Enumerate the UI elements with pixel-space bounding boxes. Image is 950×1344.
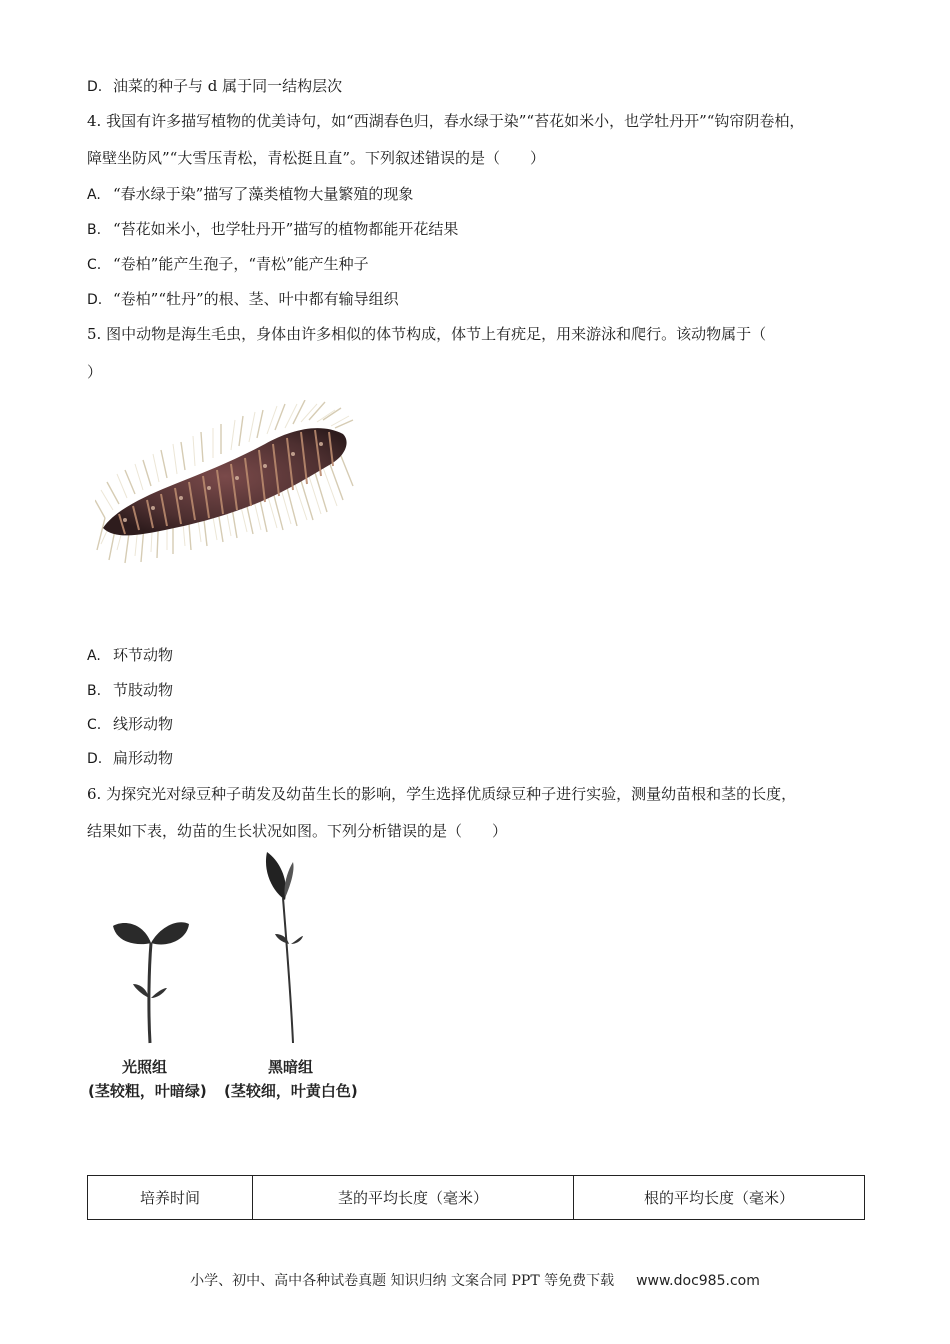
q4-option-a [87, 183, 413, 206]
option-label: C. [87, 257, 102, 273]
seedlings-image [95, 848, 355, 1048]
q5-option-c [87, 713, 173, 736]
option-text: “苔花如米小，也学牡丹开”描写的植物都能开花结果 [113, 220, 459, 238]
light-group-title: 光照组 [122, 1058, 168, 1076]
option-label: D. [87, 292, 103, 308]
q5-stem-line1: 5. 图中动物是海生毛虫，身体由许多相似的体节构成，体节上有疣足，用来游泳和爬行。该动物属于（ [87, 325, 767, 343]
option-label: A. [87, 648, 101, 664]
option-text: 扁形动物 [113, 749, 174, 767]
option-label: B. [87, 683, 102, 699]
option-label: C. [87, 717, 102, 733]
q5-stem-line2: ） [87, 363, 103, 381]
q6-stem-line2: 结果如下表，幼苗的生长状况如图。下列分析错误的是（ ） [87, 822, 508, 840]
option-text: “卷柏”能产生孢子，“青松”能产生种子 [113, 255, 369, 273]
q4-option-d [87, 288, 399, 311]
growth-table [87, 1175, 865, 1220]
page-footer [0, 1270, 950, 1290]
footer-text: 小学、初中、高中各种试卷真题 知识归纳 文案合同 PPT 等免费下载 [190, 1273, 615, 1289]
option-text: 节肢动物 [113, 681, 174, 699]
sea-worm-image [95, 400, 355, 570]
q4-option-b [87, 218, 458, 241]
header-root-length: 根的平均长度（毫米） [574, 1176, 865, 1220]
q3-option-d [87, 75, 342, 98]
q5-option-b [87, 679, 173, 702]
dark-group-title: 黑暗组 [268, 1058, 314, 1076]
light-seedling [113, 922, 189, 1043]
option-label: B. [87, 222, 102, 238]
q4-stem-line1: 4. 我国有许多描写植物的优美诗句，如“西湖春色归，春水绿于染”“苔花如米小，也学牡丹开”“钩帘阴卷柏， [87, 112, 805, 130]
option-label: D. [87, 751, 103, 767]
q5-option-a [87, 644, 173, 667]
light-group-desc: (茎较粗，叶暗绿) [88, 1082, 207, 1100]
q6-stem-line1: 6. 为探究光对绿豆种子萌发及幼苗生长的影响，学生选择优质绿豆种子进行实验，测量幼苗根和茎的长度， [87, 785, 797, 803]
table-header-row [88, 1176, 865, 1220]
header-culture-time: 培养时间 [88, 1176, 253, 1220]
option-text: 油菜的种子与 d 属于同一结构层次 [113, 77, 343, 95]
option-label: D. [87, 79, 103, 95]
option-label: A. [87, 187, 101, 203]
dark-seedling [266, 852, 303, 1043]
option-text: “春水绿于染”描写了藻类植物大量繁殖的现象 [113, 185, 414, 203]
header-stem-length: 茎的平均长度（毫米） [253, 1176, 574, 1220]
footer-url[interactable]: www.doc985.com [636, 1273, 760, 1289]
option-text: 环节动物 [113, 646, 174, 664]
q4-stem-line2: 障壁坐防风”“大雪压青松，青松挺且直”。下列叙述错误的是（ ） [87, 149, 546, 167]
q5-option-d [87, 747, 173, 770]
q4-option-c [87, 253, 369, 276]
dark-group-desc: (茎较细，叶黄白色) [224, 1082, 358, 1100]
option-text: 线形动物 [113, 715, 174, 733]
option-text: “卷柏”“牡丹”的根、茎、叶中都有输导组织 [113, 290, 399, 308]
